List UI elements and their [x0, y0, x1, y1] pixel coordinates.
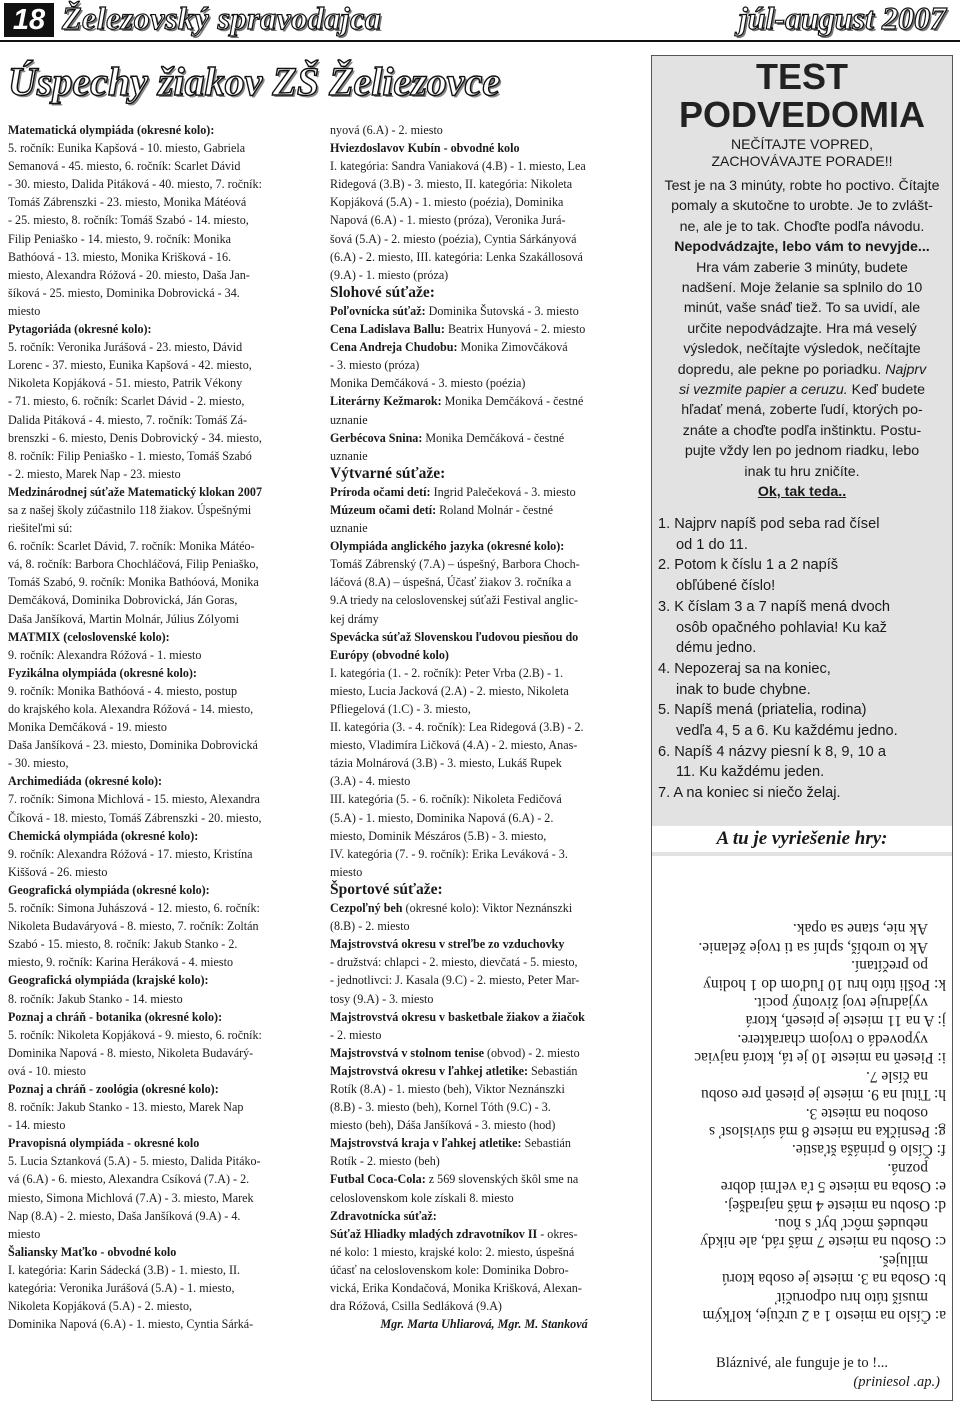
text-line: láčová (8.A) – úspešná, Účasť žiakov 3. ročníka a	[330, 575, 572, 590]
text-line: vická, Erika Kondačová, Monika Krišková, Alexan-	[330, 1281, 582, 1295]
text-line: Nikoleta Kopjáková (5.A) - 2. miesto,	[8, 1299, 193, 1314]
text-line: ová - 10. miesto	[8, 1063, 86, 1078]
test-step: 5. Napíš mená (priatelia, rodina)	[658, 702, 867, 719]
test-step: dému jedno.	[676, 640, 757, 657]
test-title-line2: PODVEDOMIA	[678, 94, 926, 135]
solution-upside-down	[660, 854, 946, 1324]
solution-item: g: Pesnička na mieste 8 má súvislosť s	[709, 1122, 946, 1140]
text-line: uznanie	[330, 521, 368, 536]
competition-name: Gerbécova Snina:	[330, 430, 423, 445]
section-heading: Archimediáda (okresné kolo):	[8, 774, 163, 789]
competition-name: Cena Andreja Chudobu:	[330, 340, 458, 355]
intro-line: Hra vám zaberie 3 minúty, budete	[696, 259, 908, 276]
intro-emphasis: Najprv	[885, 361, 927, 378]
intro-line: nadšení. Moje želanie sa splnilo do 10	[681, 280, 923, 297]
text-line: Rotík (8.A) - 1. miesto (beh), Viktor Neznánszki	[330, 1081, 565, 1096]
text-line: Lorenc - 37. miesto, Eunika Kapšová - 42. miesto,	[8, 358, 252, 373]
text-line: vá, 8. ročník: Barbora Chochláčová, Filip Peniaško,	[8, 557, 259, 572]
newspaper-title: Železovský spravodajca	[62, 0, 382, 36]
text-line: Bathóová - 13. miesto, Monika Krišková - 16.	[8, 249, 232, 264]
text-line: miesto, Alexandra Róžová - 20. miesto, Daša Jan-	[8, 267, 250, 282]
section-heading: Olympiáda anglického jazyka (okresné kolo):	[330, 539, 565, 554]
solution-item: pozná.	[887, 1159, 928, 1177]
solution-item: na čísle 7.	[866, 1067, 928, 1085]
text-line: kej drámy	[330, 611, 379, 626]
competition-name: Majstrovstvá v stolnom tenise	[330, 1045, 484, 1060]
text-line: účasť na celoslovenskom kole: Dominika Dobro-	[330, 1262, 569, 1277]
section-heading: Majstrovstvá okresu v basketbale žiakov a žiačok	[330, 1009, 585, 1024]
intro-emphasis: si vezmite papier a ceruzu.	[678, 382, 848, 399]
competition-name: Cezpoľný beh	[330, 901, 403, 916]
text-line: Monika Demčáková - 3. miesto (poézia)	[330, 376, 526, 391]
page-header	[0, 0, 960, 42]
test-step: od 1 do 11.	[676, 536, 748, 553]
intro-line: minút, vaše snáď tiež. To sa uvidí, ale	[683, 300, 921, 317]
text-line: šová (5.A) - 2. miesto (poézia), Cyntia Sárkányová	[330, 231, 577, 246]
text-line: Szabó - 15. miesto, 8. ročník: Jakub Stanko - 2.	[8, 937, 238, 952]
test-box	[652, 56, 952, 1400]
text-line: Majstrovstvá kraja v ľahkej atletike: Sebastián	[330, 1136, 571, 1151]
text-line: II. kategória (3. - 4. ročník): Lea Ridegová (3.B) - 2.	[330, 720, 584, 735]
text-line: Dominika Napová (6.A) - 1. miesto, Cyntia Sárká-	[8, 1317, 254, 1332]
test-footer-credit: (priniesol .ap.)	[853, 1374, 940, 1390]
intro-line: určite nepodvádzajte. Hra má veselý	[687, 320, 917, 337]
solution-item: osobou na mieste 3.	[805, 1104, 928, 1122]
text-line: - 2. miesto	[330, 1027, 382, 1042]
section-heading: Hviezdoslavov Kubín - obvodné kolo	[330, 141, 520, 156]
text-line: - 14. miesto	[8, 1118, 66, 1133]
section-heading: Majstrovstvá okresu v streľbe zo vzduchovky	[330, 937, 565, 952]
article-title: Úspechy žiakov ZŠ Želiezovce	[8, 59, 501, 104]
text-line: Filip Peniaško - 14. miesto, 9. ročník: Monika	[8, 231, 232, 246]
text-line: Daša Janšíková, Martin Molnár, Július Zólyomi	[8, 611, 239, 626]
section-heading: Matematická olympiáda (okresné kolo):	[8, 123, 215, 137]
text-line: Kopjáková (5.A) - 1. miesto (poézia), Dominika	[330, 195, 564, 210]
intro-line: Nepodvádzajte, lebo vám to nevyjde...	[674, 239, 930, 256]
article-column-2	[330, 121, 638, 1333]
text-line: Múzeum očami detí: Roland Molnár - čestné	[330, 502, 554, 517]
text-line: 5. ročník: Nikoleta Kopjáková - 9. miesto, 6. ročník:	[8, 1027, 262, 1042]
text-line: Nikoleta Kopjáková - 51. miesto, Patrik Vékony	[8, 376, 243, 391]
section-heading: Medzinárodnej súťaže Matematický klokan 2007	[8, 484, 262, 499]
competition-name: Majstrovstvá okresu v ľahkej atletike:	[330, 1063, 529, 1078]
section-heading: Športové súťaže:	[330, 880, 443, 898]
text-line: miesto, 9. ročník: Karina Heráková - 4. miesto	[8, 955, 234, 970]
solution-item: vypovedá o tvojom charaktere.	[737, 1030, 928, 1048]
competition-name: Príroda očami detí:	[330, 484, 431, 499]
intro-line: inak tu hru zničíte.	[744, 463, 860, 480]
intro-line: hľadať mená, zoberte ľudí, ktorých po-	[681, 402, 923, 419]
text-line: miesto	[330, 864, 363, 879]
section-heading: Chemická olympiáda (okresné kolo):	[8, 828, 199, 843]
text-line: Tomáš Zábrenszki - 23. miesto, Monika Mátéová	[8, 195, 247, 210]
competition-name: Literárny Kežmarok:	[330, 394, 442, 409]
text-line: Demčáková, Dominika Dobrovická, Ján Goras,	[8, 593, 238, 608]
test-step: 3. K číslam 3 a 7 napíš mená dvoch	[658, 598, 891, 615]
text-line: (9.A) - 1. miesto (próza)	[330, 267, 449, 282]
text-line: tázia Molnárová (3.B) - 3. miesto, Lukáš Rupek	[330, 756, 562, 771]
test-step: 1. Najprv napíš pod seba rad čísel	[658, 516, 880, 532]
section-heading: Slohové súťaže:	[330, 283, 435, 301]
text-line: 9. ročník: Alexandra Róžová - 1. miesto	[8, 647, 202, 662]
test-step: obľúbené číslo!	[676, 578, 776, 595]
text-line: Monika Demčáková - 19. miesto	[8, 720, 167, 735]
competition-name: Múzeum očami detí:	[330, 502, 437, 517]
test-title-line1: TEST	[755, 56, 848, 97]
test-intro	[660, 176, 944, 503]
text-line: Poľovnícka súťaž: Dominika Šutovská - 3. miesto	[330, 303, 579, 318]
text-line: (8.B) - 3. miesto (beh), Kornel Tóth (9.C) - 3.	[330, 1100, 551, 1115]
text-line: Dalida Pitáková - 4. miesto, 7. ročník: Tomáš Zá-	[8, 412, 248, 427]
solution-item: miluješ.	[878, 1251, 928, 1269]
text-line: Cezpoľný beh (okresné kolo): Viktor Neznánszki	[330, 901, 573, 916]
solution-item: k: Pošli túto hru 10 ľuďom do 1 hodiny	[703, 975, 946, 993]
text-line: 9. ročník: Monika Bathóová - 4. miesto, postup	[8, 683, 238, 698]
solution-item: a: Číslo na miesto 1 a 2 určuje, koľkým	[702, 1307, 946, 1324]
solution-item: f: Číslo 6 prináša šťastie.	[791, 1141, 946, 1159]
section-heading: Výtvarné súťaže:	[330, 464, 446, 482]
intro-line: výsledok, nečítajte výsledok, nečítajte	[683, 341, 921, 358]
text-line: (8.B) - 2. miesto	[330, 919, 410, 934]
text-line: Majstrovstvá okresu v ľahkej atletike: Sebastián	[330, 1063, 578, 1078]
header-divider	[0, 40, 960, 42]
text-line: vá (6.A) - 6. miesto, Alexandra Csíková (7.A) - 2.	[8, 1172, 250, 1187]
solution-heading: A tu je vyriešenie hry:	[652, 826, 952, 852]
text-line: 8. ročník: Jakub Stanko - 14. miesto	[8, 991, 183, 1006]
test-subtitle-line2: ZACHOVÁVAJTE PORADE!!	[711, 153, 893, 169]
text-line: nyová (6.A) - 2. miesto	[330, 123, 443, 137]
text-line: miesto, Dominik Mészáros (5.B) - 3. miesto,	[330, 828, 547, 843]
text-line: miesto, Lucia Jacková (2.A) - 2. miesto, Nikoleta	[330, 683, 569, 698]
section-heading: Poznaj a chráň - botanika (okresné kolo):	[8, 1009, 223, 1024]
text-line: šíková - 25. miesto, Dominika Dobrovická - 34.	[8, 285, 240, 300]
text-line: Dominika Napová - 8. miesto, Nikoleta Budavárý-	[8, 1045, 254, 1060]
text-line: - 2. miesto, Marek Nap - 23. miesto	[8, 466, 181, 481]
page-number: 18	[4, 3, 54, 37]
text-line: Ridegová (3.B) - 3. miesto, II. kategória: Nikoleta	[330, 177, 573, 192]
test-subtitle-line1: NEČÍTAJTE VOPRED,	[730, 136, 874, 152]
section-heading: Pravopisná olympiáda - okresné kolo	[8, 1136, 200, 1151]
section-heading: Fyzikálna olympiáda (okresné kolo):	[8, 665, 197, 680]
text-line: miesto (beh), Dáša Janšíková - 3. miesto (hod)	[330, 1118, 556, 1133]
text-line: I. kategória (1. - 2. ročník): Peter Vrba (2.B) - 1.	[330, 665, 564, 680]
text-line: Číková - 18. miesto, Tomáš Zábrenszki - 20. miesto,	[8, 810, 262, 825]
issue-date: júl-august 2007	[738, 0, 946, 36]
text-line: 9.A triedy na celoslovenskej súťaži Festival anglic-	[330, 593, 578, 608]
text-line: 8. ročník: Filip Peniaško - 1. miesto, Tomáš Szabó	[8, 448, 252, 463]
section-heading: Zdravotnícka súťaž:	[330, 1208, 437, 1223]
text-line: Tomáš Zábrenský (7.A) – úspešný, Barbora Choch-	[330, 557, 580, 572]
text-line: Napová (6.A) - 1. miesto (próza), Veronika Jurá-	[330, 213, 566, 228]
text-line: miesto	[8, 303, 41, 318]
text-line: - jednotlivci: J. Kasala (9.C) - 2. miesto, Peter Mar-	[330, 973, 580, 988]
text-line: brenszki - 6. miesto, Denis Dobrovický - 34. miesto,	[8, 430, 262, 445]
solution-item: vyjadruje tvoj životný pocit.	[753, 994, 928, 1012]
section-heading: Geografická olympiáda (krajské kolo):	[8, 973, 209, 988]
text-line: Futbal Coca-Cola: z 569 slovenských škôl sme na	[330, 1172, 579, 1187]
solution-item: po prečítaní.	[851, 957, 928, 975]
text-line: celoslovenskom kole získali 8. miesto	[330, 1190, 514, 1205]
test-footer-text: Bláznivé, ale funguje je to !...	[716, 1355, 888, 1371]
article-column-1	[8, 121, 308, 1333]
text-line: 5. ročník: Simona Juhászová - 12. miesto, 6. ročník:	[8, 901, 260, 916]
intro-line: si vezmite papier a ceruzu. Keď budete	[678, 382, 926, 399]
text-line: miesto, Simona Michlová (7.A) - 3. miesto, Marek	[8, 1190, 254, 1205]
text-line: tosy (9.A) - 3. miesto	[330, 991, 434, 1006]
test-subtitle	[652, 136, 952, 170]
section-heading: Šaliansky Maťko - obvodné kolo	[8, 1244, 177, 1259]
text-line: IV. kategória (7. - 9. ročník): Erika Leváková - 3.	[330, 846, 568, 861]
solution-item: Ak nie, stane sa opak.	[792, 920, 928, 938]
section-heading: Poznaj a chráň - zoológia (okresné kolo):	[8, 1081, 219, 1096]
intro-line: pujte vždy len po jednom riadku, lebo	[684, 443, 920, 460]
text-line: Cena Ladislava Ballu: Beatrix Hunyová - 2. miesto	[330, 322, 586, 337]
solution-item: nebudeš môcť byť s ňou.	[774, 1214, 928, 1232]
section-heading: Európy (obvodné kolo)	[330, 647, 449, 662]
text-line: dra Róžová, Csilla Sedláková (9.A)	[330, 1299, 502, 1314]
solution-text	[660, 919, 946, 1324]
text-line: 9. ročník: Alexandra Róžová - 17. miesto, Kristína	[8, 846, 253, 861]
intro-line: dopredu, ale pekne po poriadku. Najprv	[677, 361, 927, 378]
text-line: Semanová - 45. miesto, 6. ročník: Scarlet Dávid	[8, 159, 241, 174]
section-heading: Spevácka súťaž Slovenskou ľudovou piesňou do	[330, 629, 579, 644]
intro-line: Test je na 3 minúty, robte ho poctivo. Čítajte	[664, 178, 940, 194]
text-line: do krajského kola. Alexandra Róžová - 14. miesto,	[8, 702, 254, 716]
test-step: 2. Potom k číslu 1 a 2 napíš	[658, 557, 839, 574]
text-line: (6.A) - 2. miesto, III. kategória: Lenka Szakállosová	[330, 249, 583, 264]
text-line: - 3. miesto (próza)	[330, 358, 420, 373]
text-line: Rotík - 2. miesto (beh)	[330, 1154, 440, 1169]
test-step: inak to bude chybne.	[676, 681, 811, 698]
text-line: 5. ročník: Eunika Kapšová - 10. miesto, Gabriela	[8, 141, 246, 156]
competition-name: Majstrovstvá kraja v ľahkej atletike:	[330, 1136, 522, 1151]
text-line: 5. ročník: Veronika Jurášová - 23. miesto, Dávid	[8, 340, 243, 355]
text-line: kategória: Veronika Jurášová (5.A) - 1. miesto,	[8, 1281, 235, 1295]
text-line: riešiteľmi sú:	[8, 521, 73, 536]
test-step: 7. A na koniec si niečo želaj.	[658, 785, 841, 802]
solution-item: h: Titul na 9. mieste je pieseň pre osobu	[701, 1086, 946, 1104]
text-line: III. kategória (5. - 6. ročník): Nikoleta Fedičová	[330, 792, 562, 807]
text-line: Nap (8.A) - 2. miesto, Daša Janšíková (9.A) - 4.	[8, 1208, 241, 1223]
solution-item: e: Osoba na mieste 5 ťa veľmi dobre	[720, 1178, 946, 1196]
section-heading: MATMIX (celoslovenské kolo):	[8, 629, 170, 644]
solution-item: c: Osobu na mieste 7 máš rád, ale nikdy	[700, 1233, 946, 1251]
solution-item: i: Pieseň na mieste 10 je tá, ktorá najviac	[694, 1049, 946, 1067]
competition-name: Futbal Coca-Cola:	[330, 1172, 426, 1187]
text-line: 6. ročník: Scarlet Dávid, 7. ročník: Monika Mátéo-	[8, 539, 255, 554]
text-line: miesto, Vladimíra Ličková (4.A) - 2. miesto, Anas-	[330, 738, 578, 753]
intro-line: pomaly a skutočne to urobte. Je to zvlášt-	[671, 198, 933, 215]
text-line: Tomáš Szabó, 9. ročník: Monika Bathóová, Monika	[8, 575, 259, 590]
text-line: Cena Andreja Chudobu: Monika Zimovčáková	[330, 340, 568, 355]
intro-line: Ok, tak teda..	[757, 484, 847, 501]
test-steps	[658, 514, 948, 804]
competition-name: Cena Ladislava Ballu:	[330, 322, 445, 337]
text-line: né kolo: 1 miesto, krajské kolo: 2. miesto, úspešná	[330, 1244, 575, 1259]
text-line: Súťaž Hliadky mladých zdravotníkov II - okres-	[330, 1226, 578, 1241]
solution-item: musíš túto hru odporučiť	[774, 1288, 928, 1306]
text-line: - 25. miesto, 8. ročník: Tomáš Szabó - 14. miesto,	[8, 213, 249, 228]
text-line: Majstrovstvá v stolnom tenise (obvod) - 2. miesto	[330, 1045, 580, 1060]
text-line: uznanie	[330, 412, 368, 427]
solution-item: b: Osoba na 3. mieste je osoba ktorú	[722, 1270, 946, 1288]
article-signature: Mgr. Marta Uhliarová, Mgr. M. Stanková	[380, 1317, 588, 1332]
text-line: 7. ročník: Simona Michlová - 15. miesto, Alexandra	[8, 792, 260, 807]
text-line: miesto	[8, 1226, 41, 1241]
text-line: Kiššová - 26. miesto	[8, 864, 108, 879]
text-line: Príroda očami detí: Ingrid Palečeková - 3. miesto	[330, 484, 576, 499]
text-line: (5.A) - 1. miesto, Dominika Napová (6.A) - 2.	[330, 810, 554, 825]
test-step: 11. Ku každému jeden.	[676, 764, 825, 781]
solution-item: d: Osobu na mieste 4 máš najradšej.	[724, 1196, 946, 1214]
text-line: Literárny Kežmarok: Monika Demčáková - čestné	[330, 394, 584, 409]
test-footer	[652, 1354, 952, 1392]
text-line: (3.A) - 4. miesto	[330, 774, 411, 789]
test-step: osôb opačného pohlavia! Ku kaž	[676, 619, 887, 636]
section-heading: Pytagoriáda (okresné kolo):	[8, 322, 152, 337]
solution-item: j: A na 11 mieste je pieseň, ktorá	[745, 1012, 946, 1030]
test-title	[652, 58, 952, 134]
text-line: Daša Janšíková - 23. miesto, Dominika Dobrovická	[8, 738, 258, 753]
text-line: - 30. miesto,	[8, 756, 69, 771]
competition-name: Poľovnícka súťaž:	[330, 303, 426, 318]
text-line: 5. Lucia Sztanková (5.A) - 5. miesto, Dalida Pitáko-	[8, 1154, 261, 1169]
intro-line: ne, ale je to tak. Choďte podľa návodu.	[679, 218, 925, 235]
test-step: vedľa 4, 5 a 6. Ku každému jedno.	[676, 723, 898, 740]
text-line: uznanie	[330, 448, 368, 463]
text-line: I. kategória: Karin Sádecká (3.B) - 1. miesto, II.	[8, 1262, 241, 1277]
text-line: sa z našej školy zúčastnilo 118 žiakov. Úspešnými	[8, 502, 252, 517]
test-step: 6. Napíš 4 názvy piesní k 8, 9, 10 a	[658, 743, 886, 760]
text-line: I. kategória: Sandra Vaniaková (4.B) - 1. miesto, Lea	[330, 159, 586, 174]
solution-item: Ak to urobíš, splní sa ti tvoje želanie.	[698, 938, 928, 956]
text-line: Pfliegelová (1.C) - 3. miesto,	[330, 702, 471, 716]
text-line: 8. ročník: Jakub Stanko - 13. miesto, Marek Nap	[8, 1100, 244, 1115]
section-heading: Geografická olympiáda (okresné kolo):	[8, 882, 210, 897]
text-line: - družstvá: chlapci - 2. miesto, dievčatá - 5. miesto,	[330, 955, 578, 970]
text-line: - 30. miesto, Dalida Pitáková - 40. miesto, 7. ročník:	[8, 177, 262, 192]
text-line: Nikoleta Budaváryová - 8. miesto, 7. ročník: Zoltán	[8, 919, 259, 934]
text-line: - 71. miesto, 6. ročník: Scarlet Dávid - 2. miesto,	[8, 394, 245, 409]
intro-line: znáte a choďte podľa inštinktu. Postu-	[682, 422, 922, 439]
test-step: 4. Nepozeraj sa na koniec,	[658, 660, 831, 677]
text-line: Gerbécova Snina: Monika Demčáková - čestné	[330, 430, 565, 445]
competition-name: Súťaž Hliadky mladých zdravotníkov II	[330, 1226, 538, 1241]
